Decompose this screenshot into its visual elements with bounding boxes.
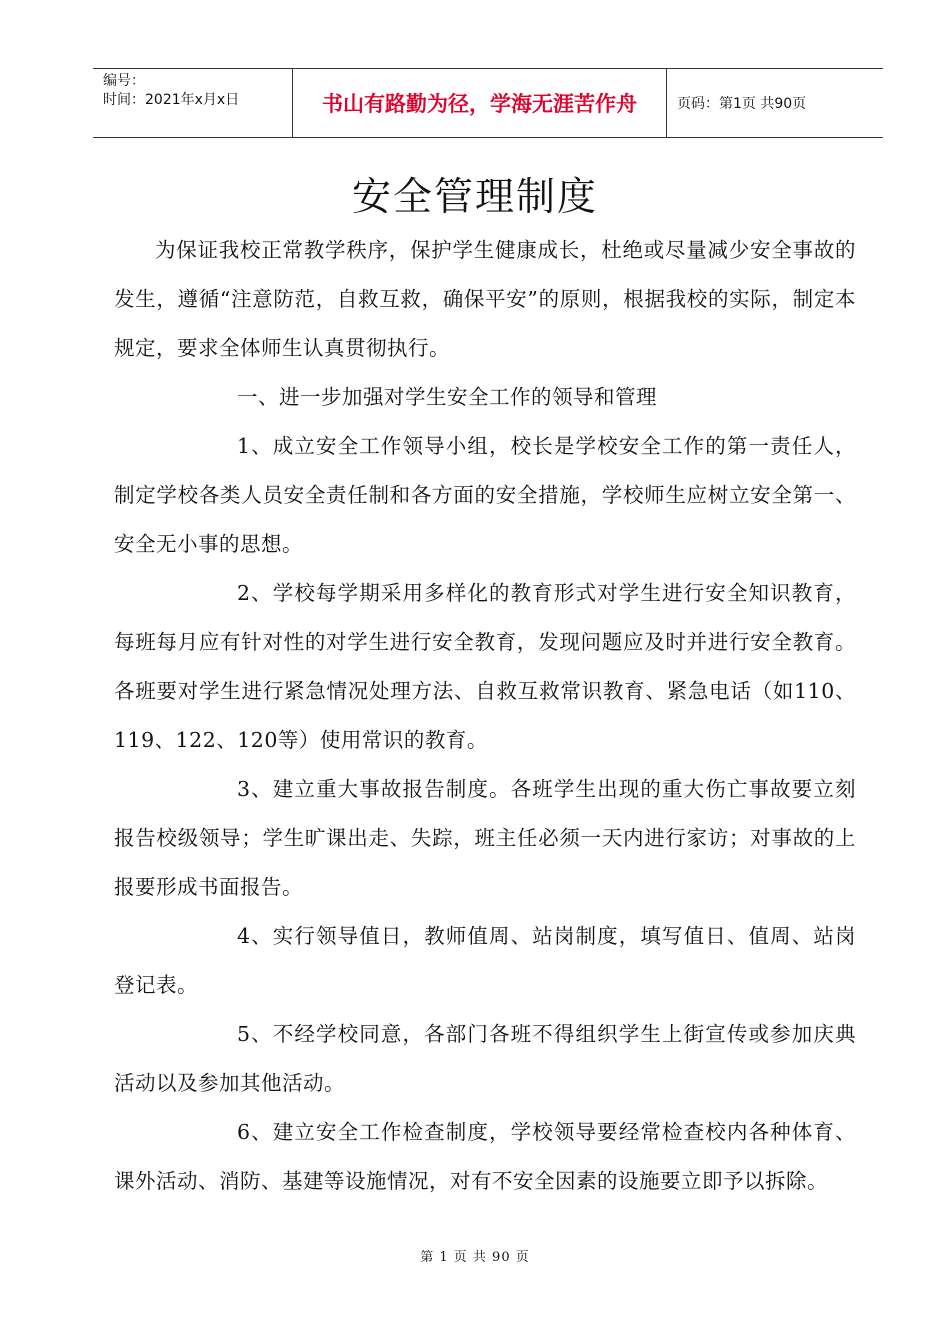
paragraph-item-1: 1、成立安全工作领导小组，校长是学校安全工作的第一责任人，制定学校各类人员安全责任制和各方面的安全措施，学校师生应树立安全第一、安全无小事的思想。: [114, 434, 856, 556]
paragraph-item-5: 5、不经学校同意，各部门各班不得组织学生上街宣传或参加庆典活动以及参加其他活动。: [114, 1022, 856, 1095]
section-heading: 一、进一步加强对学生安全工作的领导和管理: [237, 385, 657, 409]
header-meta: [93, 69, 293, 137]
header-motto: 书山有路勤为径，学海无涯苦作舟: [293, 69, 667, 137]
paragraph-item-6: 6、建立安全工作检查制度，学校领导要经常检查校内各种体育、课外活动、消防、基建等设施情况，对有不安全因素的设施要立即予以拆除。: [114, 1120, 856, 1193]
page-footer: 第 1 页 共 90 页: [420, 1250, 530, 1265]
time-label: 时间：2021年x月x日: [103, 92, 240, 108]
number-label: 编号：: [103, 73, 145, 89]
page-title: 安全管理制度: [351, 175, 598, 220]
header-page-label: 页码：第1页 共90页: [677, 96, 807, 112]
paragraph-intro: 为保证我校正常教学秩序，保护学生健康成长，杜绝或尽量减少安全事故的发生，遵循“注意防范，自救互救，确保平安”的原则，根据我校的实际，制定本规定，要求全体师生认真贯彻执行。: [114, 238, 856, 360]
paragraph-item-4: 4、实行领导值日，教师值周、站岗制度，填写值日、值周、站岗登记表。: [114, 924, 856, 997]
paragraph-item-2: 2、学校每学期采用多样化的教育形式对学生进行安全知识教育，每班每月应有针对性的对学生进行安全教育，发现问题应及时并进行安全教育。各班要对学生进行紧急情况处理方法、自救互救常识教育、紧急电话（如110、119、122、120等）使用常识的教育。: [114, 581, 856, 752]
document-body: [114, 226, 856, 1206]
document-header: [93, 68, 883, 138]
paragraph-item-3: 3、建立重大事故报告制度。各班学生出现的重大伤亡事故要立刻报告校级领导；学生旷课出走、失踪，班主任必须一天内进行家访；对事故的上报要形成书面报告。: [114, 777, 856, 899]
